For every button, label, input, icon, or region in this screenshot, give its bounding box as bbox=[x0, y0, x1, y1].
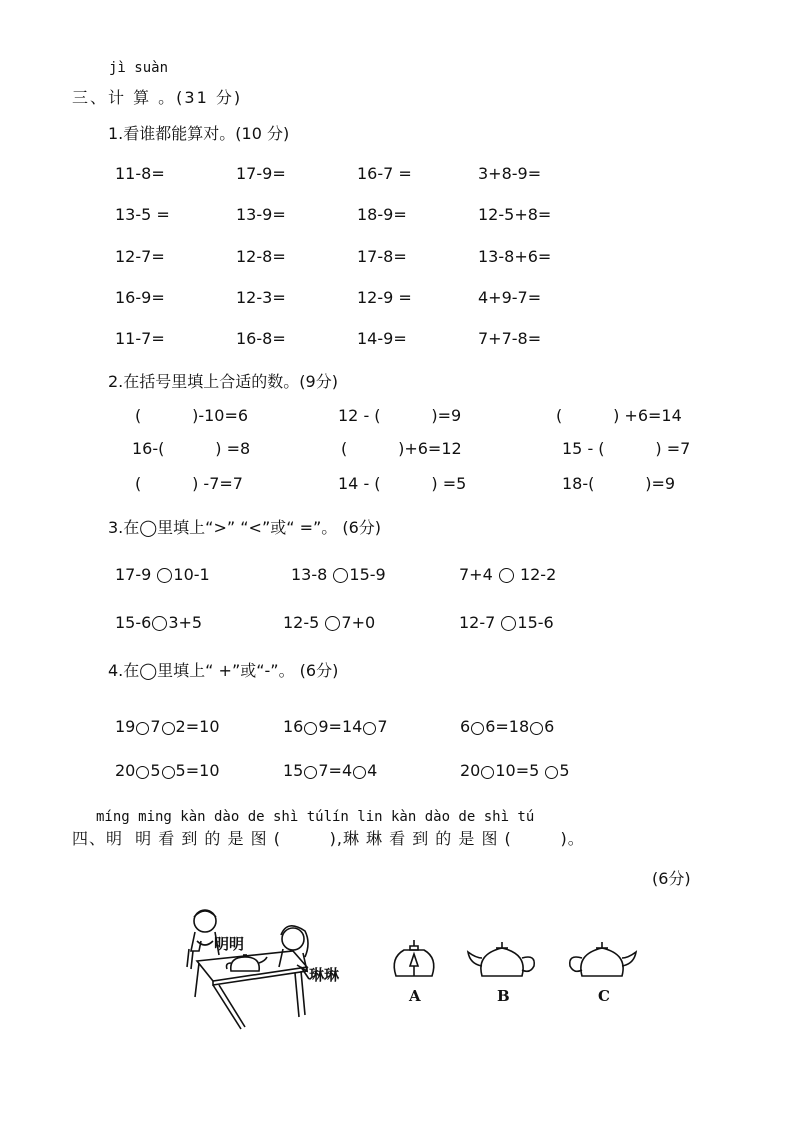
q3-item: 12-7 15-6 bbox=[459, 613, 554, 632]
q1-item: 13-8+6= bbox=[478, 247, 552, 266]
q1-item: 13-9= bbox=[236, 205, 286, 224]
q4-item: 16 9=14 7 bbox=[283, 717, 388, 736]
q2-item: ( ) -7=7 bbox=[135, 474, 243, 493]
q4-item: 15 7=4 4 bbox=[283, 761, 378, 780]
section3-title: 三、计 算 。(31 分) bbox=[72, 88, 243, 107]
answer-circle[interactable] bbox=[333, 568, 348, 583]
q1-item: 12-7= bbox=[115, 247, 165, 266]
q1-title: 1.看谁都能算对。(10 分) bbox=[108, 124, 290, 143]
answer-circle[interactable] bbox=[152, 616, 167, 631]
answer-circle[interactable] bbox=[304, 766, 317, 779]
q1-item: 17-8= bbox=[357, 247, 407, 266]
label-linlin: 琳琳 bbox=[309, 966, 340, 984]
section4-title: 四、明 明 看 到 的 是 图 ( ),琳 琳 看 到 的 是 图 ( )。 bbox=[72, 829, 585, 848]
girl-head-icon bbox=[282, 928, 304, 950]
q2-item: ( )-10=6 bbox=[135, 406, 249, 425]
q1-item: 7+7-8= bbox=[478, 329, 542, 348]
q3-item: 7+4 12-2 bbox=[459, 565, 557, 584]
section4-pinyin: míng ming kàn dào de shì túlín lin kàn dào de shì tú bbox=[96, 809, 535, 825]
q3-item: 17-9 10-1 bbox=[115, 565, 210, 584]
q2-item: 18-( )=9 bbox=[562, 474, 676, 493]
option-b-label: B bbox=[497, 987, 510, 1005]
answer-circle[interactable] bbox=[136, 722, 149, 735]
answer-circle[interactable] bbox=[353, 766, 366, 779]
answer-circle[interactable] bbox=[530, 722, 543, 735]
q1-item: 16-7 = bbox=[357, 164, 412, 183]
teapot-option-a-icon[interactable] bbox=[388, 936, 440, 982]
q4-item: 19 7 2=10 bbox=[115, 717, 220, 736]
q2-item: 14 - ( ) =5 bbox=[338, 474, 467, 493]
q1-item: 12-9 = bbox=[357, 288, 412, 307]
answer-circle[interactable] bbox=[499, 568, 514, 583]
answer-circle[interactable] bbox=[325, 616, 340, 631]
q1-item: 13-5 = bbox=[115, 205, 170, 224]
teapot-option-c-icon[interactable] bbox=[566, 936, 638, 982]
section3-pinyin: jì suàn bbox=[109, 60, 169, 76]
q2-item: 15 - ( ) =7 bbox=[562, 439, 691, 458]
answer-circle[interactable] bbox=[304, 722, 317, 735]
q1-item: 16-8= bbox=[236, 329, 286, 348]
answer-circle[interactable] bbox=[501, 616, 516, 631]
q3-title: 3.在◯里填上“>” “<”或“ =”。 (6分) bbox=[108, 518, 382, 537]
q1-item: 14-9= bbox=[357, 329, 407, 348]
q2-title: 2.在括号里填上合适的数。(9分) bbox=[108, 372, 338, 391]
q2-item: ( )+6=12 bbox=[341, 439, 462, 458]
teapot-option-b-icon[interactable] bbox=[466, 936, 538, 982]
q4-item: 6 6=18 6 bbox=[460, 717, 555, 736]
q4-title: 4.在◯里填上“ +”或“-”。 (6分) bbox=[108, 661, 339, 680]
q4-item: 20 5 5=10 bbox=[115, 761, 220, 780]
section4-score: (6分) bbox=[652, 869, 691, 888]
q1-item: 16-9= bbox=[115, 288, 165, 307]
option-a-label: A bbox=[409, 987, 421, 1005]
q1-item: 4+9-7= bbox=[478, 288, 542, 307]
option-c-label: C bbox=[598, 987, 610, 1005]
answer-circle[interactable] bbox=[136, 766, 149, 779]
answer-circle[interactable] bbox=[471, 722, 484, 735]
q2-item: 16-( ) =8 bbox=[132, 439, 251, 458]
answer-circle[interactable] bbox=[545, 766, 558, 779]
q1-item: 11-7= bbox=[115, 329, 165, 348]
q1-item: 12-5+8= bbox=[478, 205, 552, 224]
answer-circle[interactable] bbox=[162, 722, 175, 735]
answer-circle[interactable] bbox=[157, 568, 172, 583]
q1-item: 11-8= bbox=[115, 164, 165, 183]
q4-item: 20 10=5 5 bbox=[460, 761, 570, 780]
q2-item: ( ) +6=14 bbox=[556, 406, 682, 425]
answer-circle[interactable] bbox=[481, 766, 494, 779]
q1-item: 17-9= bbox=[236, 164, 286, 183]
q1-item: 12-3= bbox=[236, 288, 286, 307]
q1-item: 3+8-9= bbox=[478, 164, 542, 183]
q3-item: 15-6 3+5 bbox=[115, 613, 203, 632]
q2-item: 12 - ( )=9 bbox=[338, 406, 462, 425]
q1-item: 18-9= bbox=[357, 205, 407, 224]
q3-item: 12-5 7+0 bbox=[283, 613, 376, 632]
label-mingming: 明明 bbox=[214, 935, 245, 953]
q3-item: 13-8 15-9 bbox=[291, 565, 386, 584]
q1-item: 12-8= bbox=[236, 247, 286, 266]
answer-circle[interactable] bbox=[162, 766, 175, 779]
answer-circle[interactable] bbox=[363, 722, 376, 735]
